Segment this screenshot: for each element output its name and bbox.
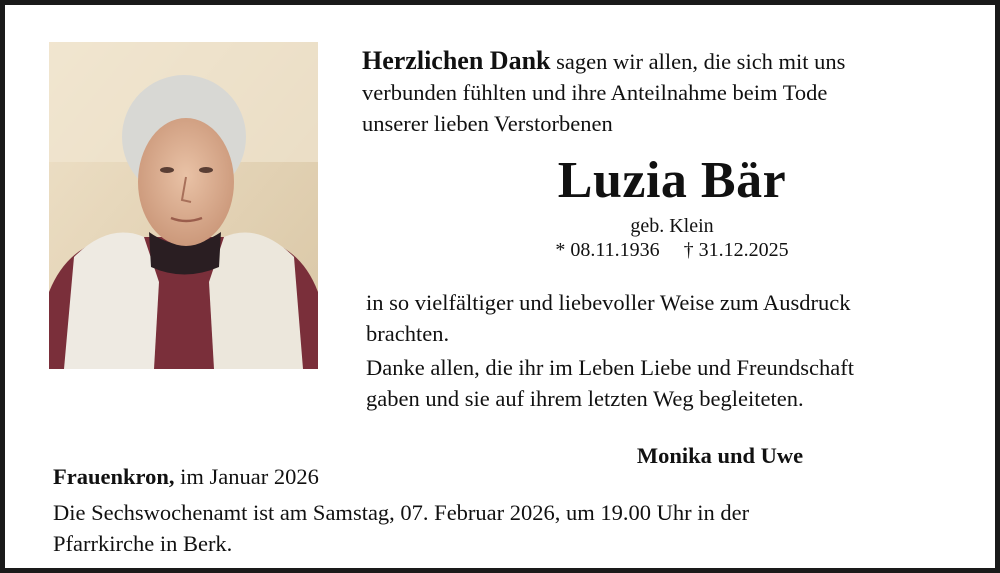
place-name: Frauenkron, [53,464,175,489]
body1-line-2: brachten. [366,321,450,346]
service-line-1: Die Sechswochenamt ist am Samstag, 07. Februar 2026, um 19.00 Uhr in der [53,500,750,525]
intro-heading: Herzlichen Dank [362,46,551,75]
thanks-body-1 [366,287,976,349]
body2-line-2: gaben und sie auf ihrem letzten Weg begleiteten. [366,386,804,411]
death-date: 31.12.2025 [698,239,789,261]
service-notice [53,497,973,559]
signature: Monika und Uwe [636,443,804,468]
intro-line-1-rest: sagen wir allen, die sich mit uns [556,49,846,74]
thanks-intro [362,45,982,139]
life-dates [362,236,982,264]
intro-line-3: unserer lieben Verstorbenen [362,111,613,136]
birth-symbol: * [555,239,566,261]
thanks-body-2 [366,352,976,414]
portrait-photo [49,42,318,369]
service-line-2: Pfarrkirche in Berk. [53,531,233,556]
maiden-name: geb. Klein [630,215,714,237]
intro-line-1 [362,45,982,77]
place-and-date [53,462,553,492]
intro-line-2: verbunden fühlten und ihre Anteilnahme beim Tode [362,80,828,105]
death-symbol: † [683,239,694,261]
portrait-illustration [49,42,318,369]
body2-line-1: Danke allen, die ihr im Leben Liebe und Freundschaft [366,355,854,380]
place-date: im Januar 2026 [180,464,319,489]
deceased-name: Luzia Bär [557,152,787,209]
body1-line-1: in so vielfältiger und liebevoller Weise zum Ausdruck [366,290,851,315]
birth-date: 08.11.1936 [570,239,660,261]
